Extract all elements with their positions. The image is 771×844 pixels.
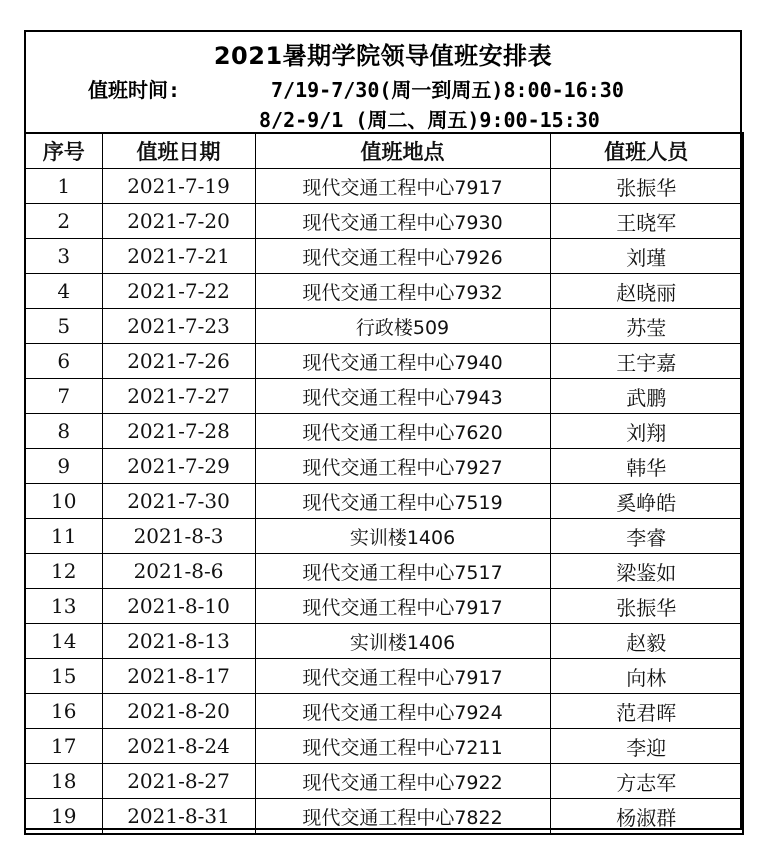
duty-time-label: 值班时间: [88,78,181,102]
cell-date: 2021-7-30 [102,484,255,519]
cell-location: 现代交通工程中心7211 [255,729,550,764]
cell-location: 现代交通工程中心7517 [255,554,550,589]
cell-date: 2021-7-28 [102,414,255,449]
sheet-header [26,32,740,132]
table-row [25,589,743,624]
cell-person: 韩华 [550,449,743,484]
cell-date: 2021-7-23 [102,309,255,344]
cell-number: 3 [25,239,102,274]
cell-date: 2021-8-20 [102,694,255,729]
table-row [25,169,743,204]
cell-person: 张振华 [550,169,743,204]
cell-person: 王晓军 [550,204,743,239]
cell-number: 14 [25,624,102,659]
cell-person: 赵毅 [550,624,743,659]
cell-location: 实训楼1406 [255,624,550,659]
table-row [25,449,743,484]
table-row [25,694,743,729]
cell-date: 2021-8-24 [102,729,255,764]
cell-number: 7 [25,379,102,414]
cell-location: 现代交通工程中心7519 [255,484,550,519]
cell-number: 9 [25,449,102,484]
cell-date: 2021-8-3 [102,519,255,554]
cell-number: 19 [25,799,102,835]
table-body [25,169,743,835]
table-row [25,659,743,694]
cell-location: 现代交通工程中心7917 [255,169,550,204]
cell-number: 11 [25,519,102,554]
column-header-person: 值班人员 [550,133,743,169]
cell-date: 2021-7-19 [102,169,255,204]
cell-person: 范君晖 [550,694,743,729]
table-row [25,239,743,274]
table-row [25,414,743,449]
cell-date: 2021-7-27 [102,379,255,414]
column-header-date: 值班日期 [102,133,255,169]
cell-location: 现代交通工程中心7922 [255,764,550,799]
cell-date: 2021-8-13 [102,624,255,659]
table-row [25,274,743,309]
cell-person: 张振华 [550,589,743,624]
duty-time-line-1: 7/19-7/30(周一到周五)8:00-16:30 [271,78,624,102]
cell-date: 2021-7-29 [102,449,255,484]
cell-person: 方志军 [550,764,743,799]
cell-location: 现代交通工程中心7926 [255,239,550,274]
cell-date: 2021-7-26 [102,344,255,379]
duty-schedule-sheet [24,30,742,830]
cell-location: 现代交通工程中心7932 [255,274,550,309]
table-row [25,729,743,764]
cell-number: 17 [25,729,102,764]
cell-number: 16 [25,694,102,729]
cell-number: 6 [25,344,102,379]
cell-number: 15 [25,659,102,694]
cell-location: 现代交通工程中心7917 [255,659,550,694]
table-row [25,764,743,799]
cell-person: 奚峥皓 [550,484,743,519]
column-header-location: 值班地点 [255,133,550,169]
cell-location: 现代交通工程中心7927 [255,449,550,484]
cell-location: 实训楼1406 [255,519,550,554]
cell-location: 现代交通工程中心7943 [255,379,550,414]
cell-location: 现代交通工程中心7620 [255,414,550,449]
cell-person: 刘瑾 [550,239,743,274]
cell-person: 王宇嘉 [550,344,743,379]
cell-location: 现代交通工程中心7917 [255,589,550,624]
cell-number: 1 [25,169,102,204]
cell-person: 李迎 [550,729,743,764]
table-row [25,379,743,414]
cell-date: 2021-7-20 [102,204,255,239]
column-header-number: 序号 [25,133,102,169]
cell-date: 2021-8-17 [102,659,255,694]
table-row [25,204,743,239]
table-row [25,309,743,344]
cell-number: 12 [25,554,102,589]
table-row [25,624,743,659]
cell-person: 杨淑群 [550,799,743,835]
cell-number: 8 [25,414,102,449]
cell-date: 2021-7-22 [102,274,255,309]
cell-person: 梁鉴如 [550,554,743,589]
cell-location: 现代交通工程中心7930 [255,204,550,239]
cell-date: 2021-8-10 [102,589,255,624]
table-row [25,554,743,589]
cell-location: 现代交通工程中心7822 [255,799,550,835]
cell-number: 10 [25,484,102,519]
table-row [25,484,743,519]
cell-person: 李睿 [550,519,743,554]
duty-table [24,132,744,835]
cell-person: 赵晓丽 [550,274,743,309]
page-title: 2021暑期学院领导值班安排表 [213,42,553,70]
table-row [25,344,743,379]
cell-person: 刘翔 [550,414,743,449]
cell-date: 2021-8-31 [102,799,255,835]
duty-time-line-2: 8/2-9/1 (周二、周五)9:00-15:30 [259,108,600,132]
cell-date: 2021-8-27 [102,764,255,799]
cell-person: 向林 [550,659,743,694]
cell-number: 18 [25,764,102,799]
cell-person: 武鹏 [550,379,743,414]
cell-number: 4 [25,274,102,309]
cell-number: 13 [25,589,102,624]
table-header-row [25,133,743,169]
cell-location: 现代交通工程中心7924 [255,694,550,729]
cell-person: 苏莹 [550,309,743,344]
cell-location: 现代交通工程中心7940 [255,344,550,379]
cell-number: 2 [25,204,102,239]
cell-number: 5 [25,309,102,344]
table-row [25,519,743,554]
cell-location: 行政楼509 [255,309,550,344]
cell-date: 2021-8-6 [102,554,255,589]
table-row [25,799,743,835]
cell-date: 2021-7-21 [102,239,255,274]
